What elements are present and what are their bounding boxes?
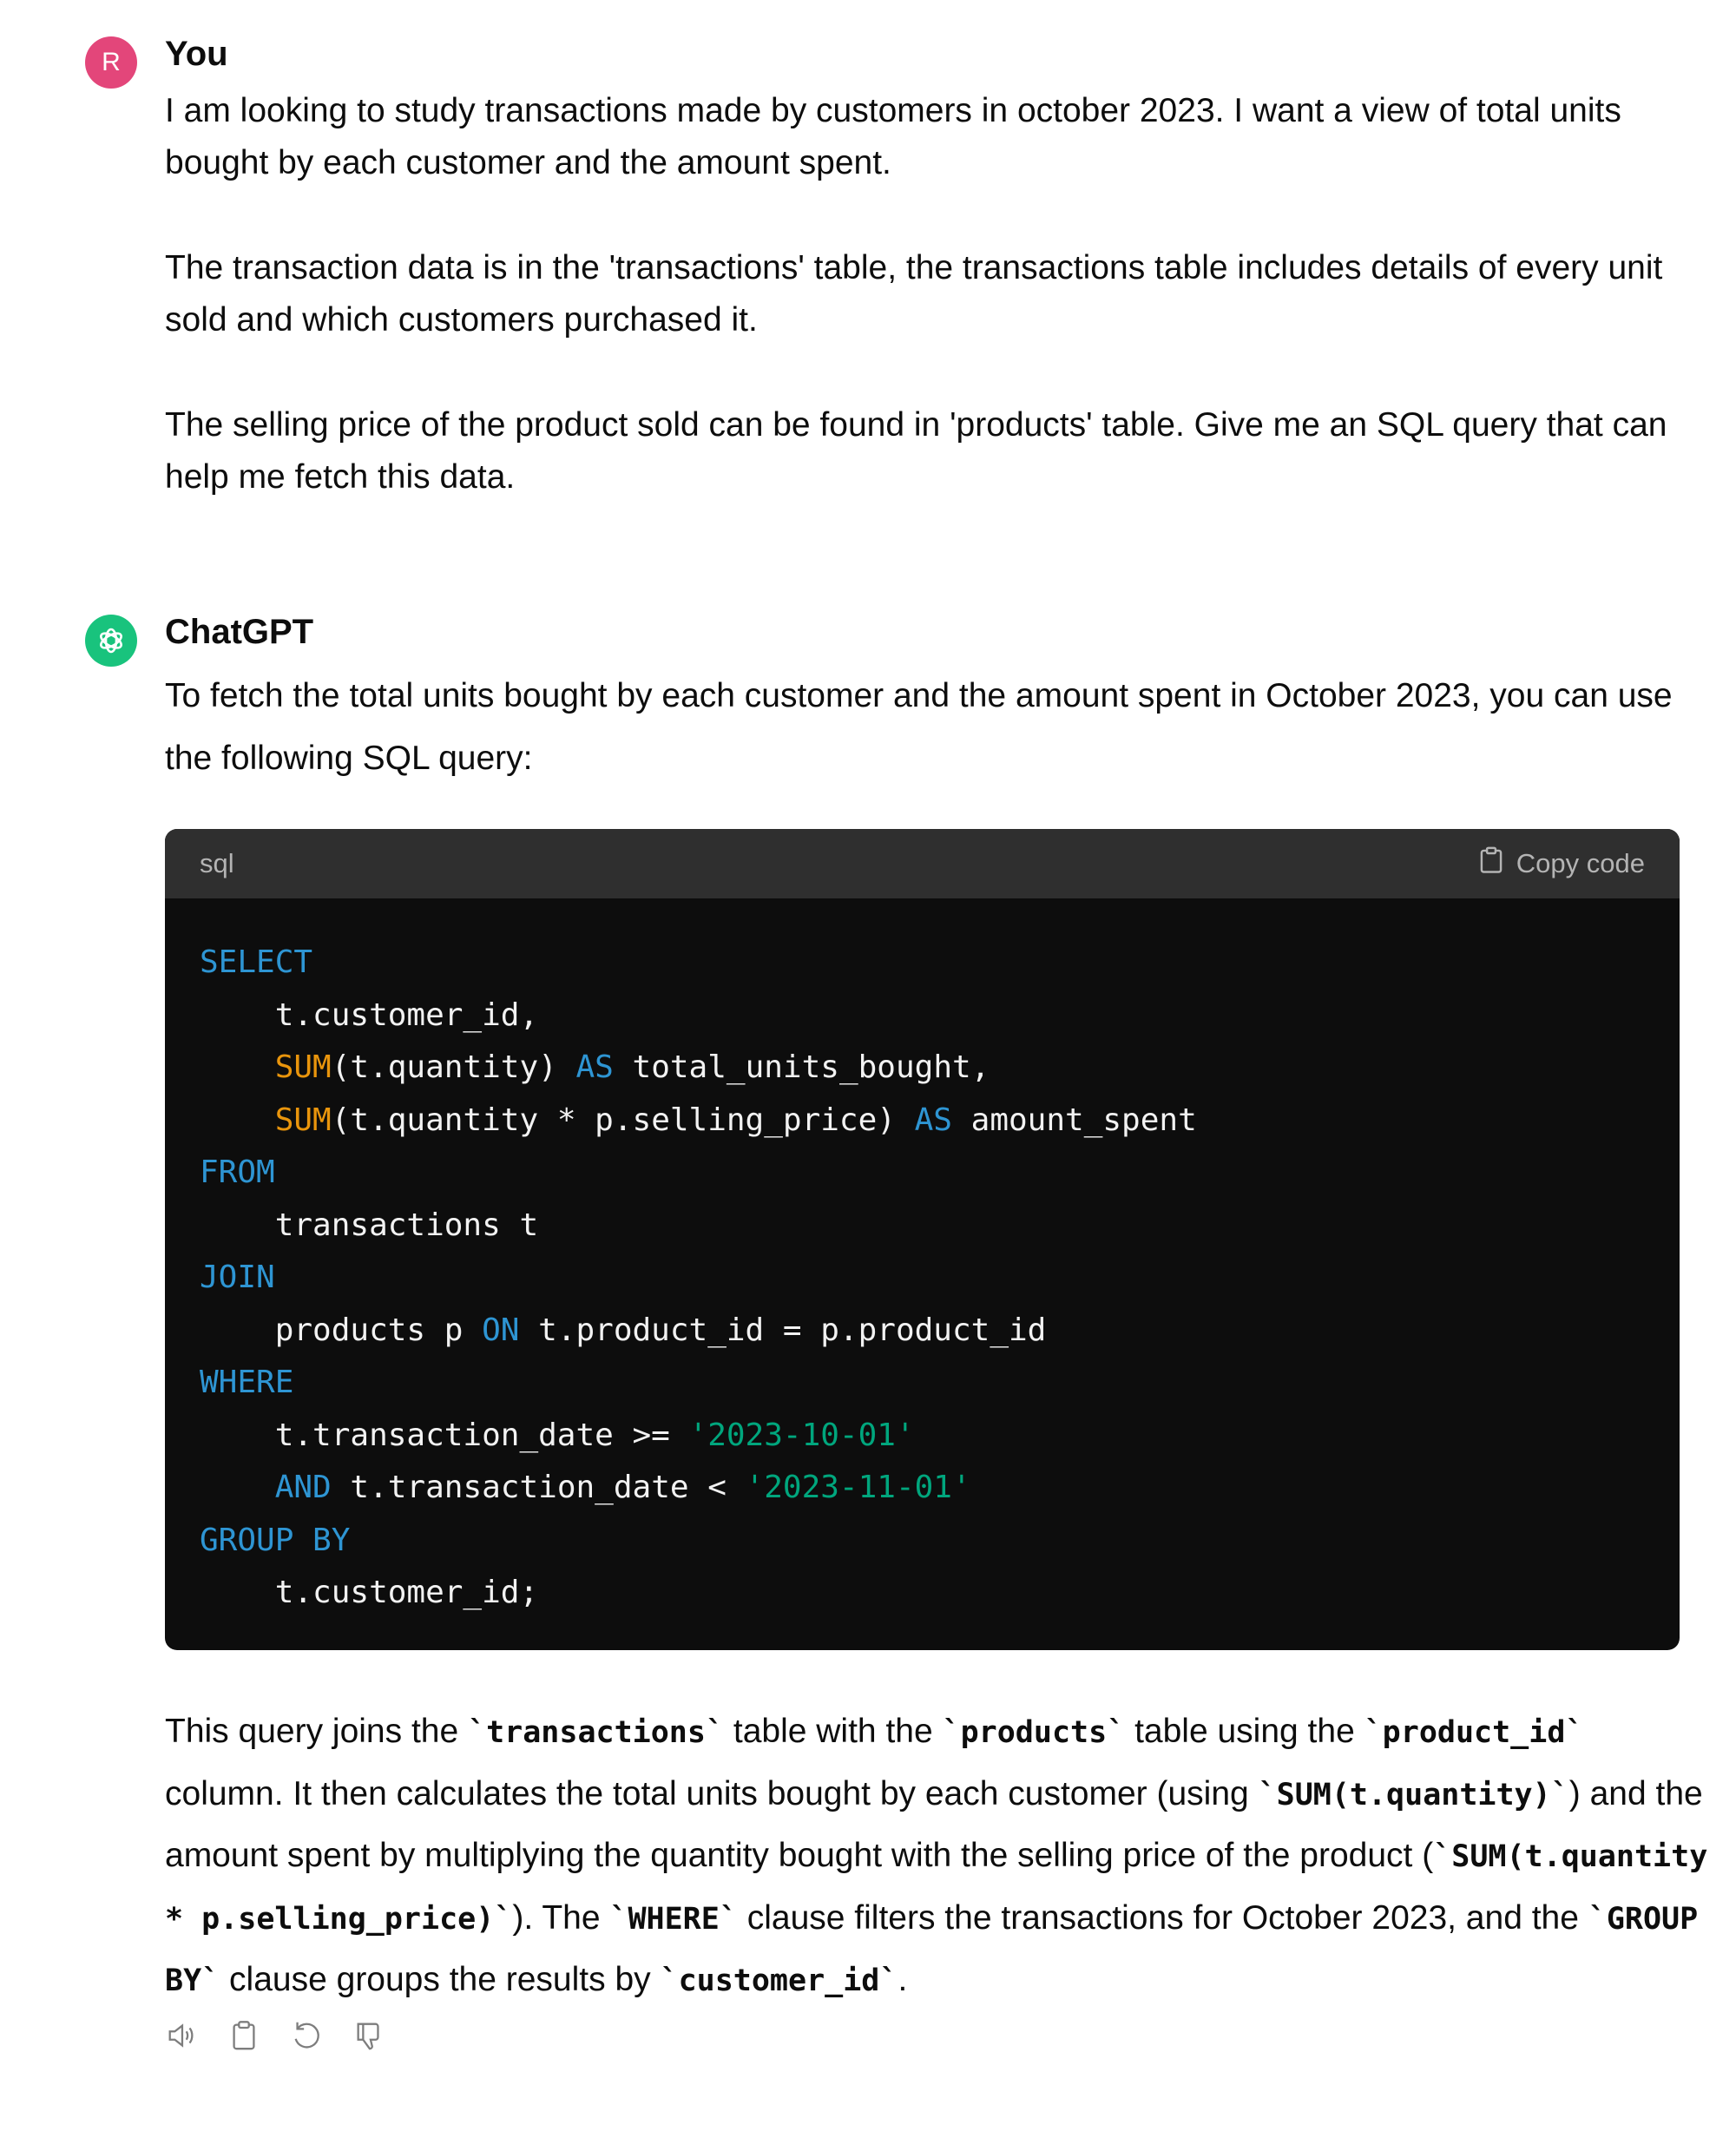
code-line [200, 1365, 293, 1400]
explanation-text: table with the [724, 1713, 943, 1750]
code-line [200, 1523, 350, 1558]
code-token: (t.quantity * p.selling_price) [331, 1102, 915, 1138]
code-line [200, 1418, 915, 1453]
explanation-text: This query joins the [165, 1713, 469, 1750]
explanation-text: column. It then calculates the total units bought by each customer (using [165, 1774, 1259, 1812]
code-line [200, 1470, 971, 1505]
code-token: products p [200, 1312, 483, 1348]
code-token: SUM [274, 1102, 332, 1138]
code-block [165, 829, 1680, 1650]
assistant-explanation-text [165, 1701, 1710, 2012]
user-avatar: R [85, 36, 137, 89]
code-token: AS [914, 1102, 952, 1138]
clipboard-icon[interactable] [227, 2018, 260, 2053]
code-token: GROUP BY [200, 1522, 351, 1558]
regenerate-icon[interactable] [290, 2018, 323, 2053]
code-token [200, 1102, 275, 1138]
clipboard-icon [1478, 846, 1504, 881]
code-token: amount_spent [951, 1102, 1197, 1138]
thumbs-down-icon[interactable] [352, 2018, 385, 2053]
message-actions [165, 2018, 385, 2053]
inline-code: `SUM(t.quantity)` [1258, 1777, 1569, 1812]
code-token: FROM [200, 1154, 275, 1190]
code-token: transactions t [200, 1207, 539, 1243]
assistant-author-name: ChatGPT [165, 613, 314, 651]
user-message-paragraph: I am looking to study transactions made by customers in october 2023. I want a view of total units bought by each customer and the amount spent. [165, 92, 1621, 181]
code-token: t.transaction_date < [331, 1470, 746, 1505]
code-token [200, 1049, 275, 1085]
explanation-text: ) and the amount spent by multiplying the quantity bought with the selling price of the product ( [165, 1774, 1703, 1874]
user-message-paragraph: The transaction data is in the 'transactions' table, the transactions table includes details of every unit sold and which customers purchased it. [165, 249, 1663, 339]
code-token: SELECT [200, 944, 313, 980]
code-line [200, 1102, 1197, 1138]
explanation-text: clause groups the results by [220, 1961, 661, 1998]
code-line [200, 1154, 275, 1190]
code-token: ON [482, 1312, 520, 1348]
user-message-paragraph: The selling price of the product sold can be found in 'products' table. Give me an SQL query that can help me fetch this data. [165, 406, 1667, 496]
code-token: AND [274, 1470, 332, 1505]
chatgpt-avatar-icon [85, 615, 137, 667]
inline-code: `transactions` [468, 1715, 725, 1750]
explanation-text: table using the [1125, 1713, 1364, 1750]
code-line [200, 1575, 538, 1610]
code-token [200, 1470, 275, 1505]
copy-code-label: Copy code [1516, 848, 1645, 878]
code-line [200, 944, 312, 980]
assistant-intro-text: To fetch the total units bought by each customer and the amount spent in October 2023, you can use the following SQL query: [165, 677, 1673, 777]
code-language-label: sql [200, 848, 234, 878]
inline-code: `GROUP BY` [165, 1901, 1699, 1998]
code-token: t.transaction_date >= [200, 1417, 689, 1453]
explanation-text: ). The [512, 1898, 610, 1937]
code-token: t.product_id = p.product_id [519, 1312, 1047, 1348]
user-author-name: You [165, 35, 228, 73]
code-token: t.customer_id; [200, 1575, 539, 1610]
code-token: JOIN [200, 1260, 275, 1295]
explanation-text: clause filters the transactions for October 2023, and the [737, 1898, 1588, 1937]
code-token: (t.quantity) [331, 1049, 576, 1085]
code-line [200, 1312, 1046, 1348]
explanation-text: . [898, 1961, 908, 1998]
code-token: SUM [274, 1049, 332, 1085]
code-block-header [165, 829, 1680, 898]
code-token: t.customer_id, [200, 997, 539, 1033]
code-line [200, 1049, 990, 1085]
code-line [200, 1207, 538, 1243]
code-token: AS [575, 1049, 614, 1085]
inline-code: `WHERE` [609, 1901, 738, 1937]
code-token: WHERE [200, 1365, 294, 1400]
code-token: '2023-10-01' [688, 1417, 915, 1453]
inline-code: `SUM(t.quantity * p.selling_price)` [165, 1839, 1708, 1937]
copy-code-button[interactable] [1478, 846, 1645, 881]
code-content [165, 898, 1680, 1620]
code-token: total_units_bought, [613, 1049, 990, 1085]
inline-code: `customer_id` [660, 1964, 898, 1998]
inline-code: `product_id` [1364, 1715, 1584, 1750]
code-token: '2023-11-01' [745, 1470, 971, 1505]
inline-code: `products` [942, 1715, 1126, 1750]
speaker-icon[interactable] [165, 2018, 198, 2053]
code-line [200, 1260, 275, 1295]
code-line [200, 997, 538, 1033]
